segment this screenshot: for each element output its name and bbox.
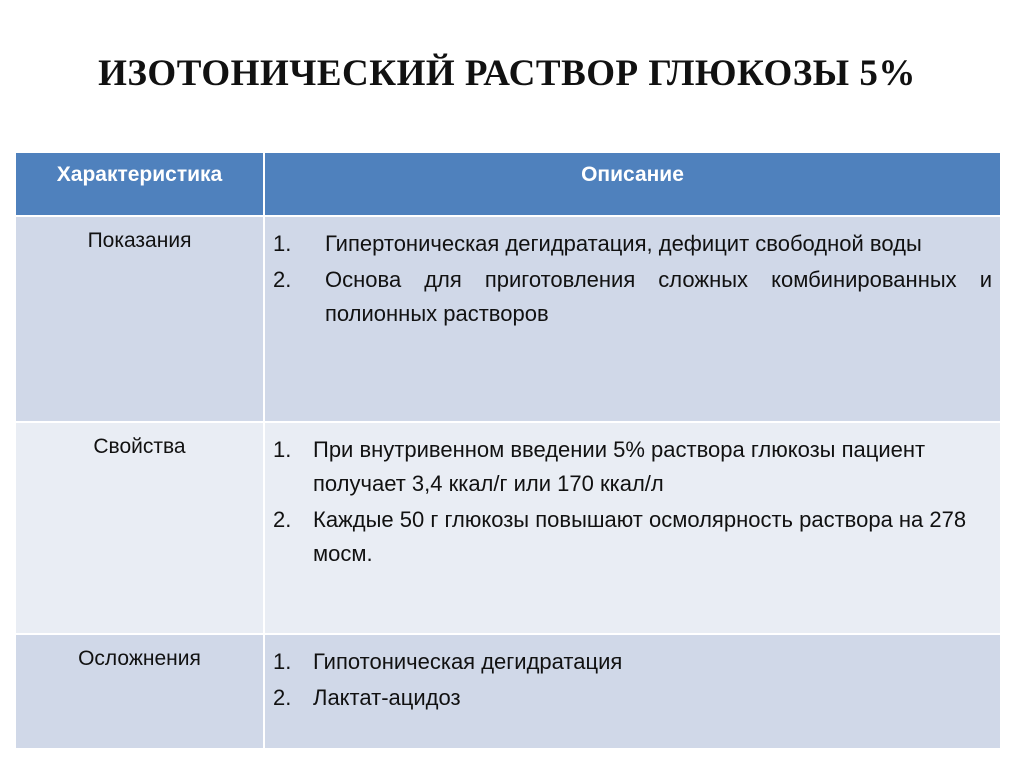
cell-characteristic: Свойства xyxy=(15,422,264,634)
list-item xyxy=(273,433,992,501)
cell-description xyxy=(264,422,1001,634)
list-item-number: 2. xyxy=(273,507,292,532)
list-item xyxy=(273,503,992,571)
table-row-properties xyxy=(15,422,1001,634)
slide-title: ИЗОТОНИЧЕСКИЙ РАСТВОР ГЛЮКОЗЫ 5% xyxy=(98,53,916,94)
list-item-text: Основа для приготовления сложных комбинированных и полионных растворов xyxy=(325,267,992,326)
list-item-text: Гипертоническая дегидратация, дефицит свободной воды xyxy=(325,231,922,256)
table-row-indications xyxy=(15,216,1001,422)
list-item-text: Каждые 50 г глюкозы повышают осмолярность раствора на 278 мосм. xyxy=(313,507,967,566)
header-description: Описание xyxy=(264,152,1001,216)
list-item-text: Лактат-ацидоз xyxy=(313,685,461,710)
description-list xyxy=(273,227,992,331)
header-characteristic: Характеристика xyxy=(15,152,264,216)
list-item-number: 1. xyxy=(273,231,292,256)
list-item-number: 2. xyxy=(273,685,292,710)
list-item xyxy=(273,645,992,679)
list-item-text: Гипотоническая дегидратация xyxy=(313,649,623,674)
cell-description xyxy=(264,634,1001,749)
list-item xyxy=(273,681,992,715)
list-item xyxy=(273,263,992,331)
table-row-complications xyxy=(15,634,1001,749)
description-list xyxy=(273,645,992,715)
list-item-number: 2. xyxy=(273,267,292,292)
list-item xyxy=(273,227,992,261)
table-header-row xyxy=(15,152,1001,216)
description-list xyxy=(273,433,992,571)
cell-characteristic: Осложнения xyxy=(15,634,264,749)
list-item-number: 1. xyxy=(273,649,292,674)
list-item-text: При внутривенном введении 5% раствора глюкозы пациент получает 3,4 ккал/г или 170 ккал/л xyxy=(313,437,926,496)
list-item-number: 1. xyxy=(273,437,292,462)
cell-characteristic: Показания xyxy=(15,216,264,422)
characteristics-table xyxy=(14,151,1002,750)
cell-description xyxy=(264,216,1001,422)
